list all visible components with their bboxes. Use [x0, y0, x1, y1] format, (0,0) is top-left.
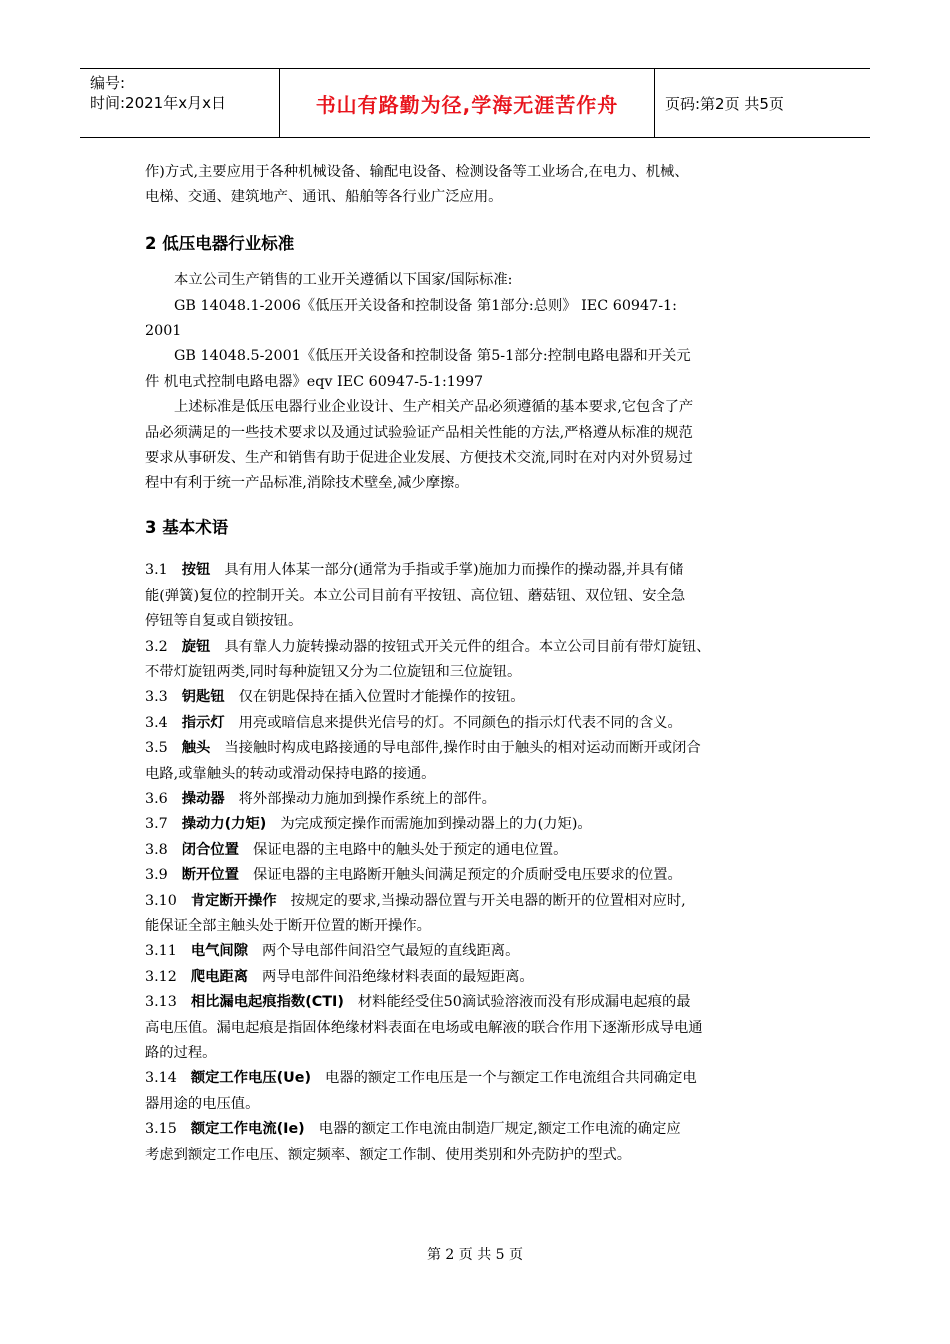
term-line: 路的过程。	[145, 1045, 217, 1061]
term-title: 指示灯	[181, 714, 225, 731]
intro-line: 作)方式,主要应用于各种机械设备、输配电设备、检测设备等工业场合,在电力、机械、	[145, 164, 689, 180]
term-definition: 按规定的要求,当操动器位置与开关电器的断开的位置相对应时,	[290, 892, 686, 909]
term-line: 器用途的电压值。	[145, 1095, 260, 1112]
term-title: 爬电距离	[190, 968, 249, 985]
term-line: 停钮等自复或自锁按钮。	[145, 613, 303, 630]
term-title: 额定工作电流(Ie)	[190, 1121, 305, 1138]
term-title: 闭合位置	[181, 841, 239, 858]
term-line	[145, 787, 805, 812]
term-item	[145, 838, 805, 863]
term-line: 能(弹簧)复位的控制开关。本立公司目前有平按钮、高位钮、蘑菇钮、双位钮、安全急	[145, 587, 686, 604]
term-title: 相比漏电起痕指数(CTI)	[190, 994, 344, 1011]
term-title: 钥匙钮	[181, 689, 225, 706]
time-label: 时间:2021年x月x日	[90, 94, 226, 112]
term-line	[145, 863, 805, 888]
term-line	[145, 558, 805, 583]
term-definition: 保证电器的主电路断开触头间满足预定的介质耐受电压要求的位置。	[252, 867, 682, 884]
term-definition: 具有用人体某一部分(通常为手指或手掌)施加力而操作的操动器,并具有储	[224, 562, 684, 579]
term-title: 按钮	[181, 562, 211, 579]
term-item	[145, 558, 805, 634]
term-number: 3.11	[145, 943, 177, 960]
term-number: 3.6	[145, 790, 168, 807]
term-item	[145, 812, 805, 837]
section-heading: 2 低压电器行业标准	[145, 233, 295, 253]
term-line: 电路,或靠触头的转动或滑动保持电路的接通。	[145, 765, 436, 782]
term-line	[145, 838, 805, 863]
header-page-info: 页码:第2页 共5页	[665, 94, 784, 113]
term-line	[145, 990, 805, 1015]
paragraph: 2001	[145, 323, 182, 340]
paragraph: 上述标准是低压电器行业企业设计、生产相关产品必须遵循的基本要求,它包含了产	[174, 399, 694, 416]
term-definition: 保证电器的主电路中的触头处于预定的通电位置。	[252, 841, 568, 858]
term-definition: 用亮或暗信息来提供光信号的灯。不同颜色的指示灯代表不同的含义。	[238, 714, 682, 731]
term-number: 3.15	[145, 1121, 177, 1138]
term-number: 3.4	[145, 714, 168, 731]
term-number: 3.12	[145, 968, 177, 985]
term-item	[145, 1117, 805, 1168]
paragraph: GB 14048.1-2006《低压开关设备和控制设备 第1部分:总则》 IEC 60947-1:	[174, 297, 677, 314]
term-definition: 两导电部件间沿绝缘材料表面的最短距离。	[262, 968, 534, 985]
term-line: 考虑到额定工作电压、额定频率、额定工作制、使用类别和外壳防护的型式。	[145, 1146, 632, 1163]
term-line: 能保证全部主触头处于断开位置的断开操作。	[145, 917, 431, 934]
term-number: 3.8	[145, 841, 168, 858]
term-line	[145, 635, 805, 660]
term-line	[145, 685, 805, 710]
term-line	[145, 812, 805, 837]
document-body	[145, 160, 805, 1168]
term-title: 额定工作电压(Ue)	[190, 1070, 311, 1087]
term-item	[145, 736, 805, 787]
term-number: 3.2	[145, 638, 168, 655]
terms-list	[145, 558, 805, 1168]
term-number: 3.9	[145, 867, 168, 884]
term-line	[145, 965, 805, 990]
paragraph: GB 14048.5-2001《低压开关设备和控制设备 第5-1部分:控制电路电器和开关元	[174, 348, 691, 365]
term-item	[145, 635, 805, 686]
paragraph: 本立公司生产销售的工业开关遵循以下国家/国际标准:	[174, 272, 513, 289]
term-number: 3.7	[145, 816, 168, 833]
header-motto: 书山有路勤为径,学海无涯苦作舟	[280, 69, 655, 137]
term-number: 3.1	[145, 562, 168, 579]
term-definition: 电器的额定工作电流由制造厂规定,额定工作电流的确定应	[318, 1121, 681, 1138]
term-title: 旋钮	[181, 638, 211, 655]
term-definition: 当接触时构成电路接通的导电部件,操作时由于触头的相对运动而断开或闭合	[224, 740, 701, 757]
term-item	[145, 787, 805, 812]
term-number: 3.5	[145, 740, 168, 757]
term-line	[145, 1066, 805, 1091]
term-definition: 电器的额定工作电压是一个与额定工作电流组合共同确定电	[325, 1070, 697, 1087]
paragraph: 件 机电式控制电路电器》eqv IEC 60947-5-1:1997	[145, 373, 484, 390]
page-footer: 第 2 页 共 5 页	[426, 1247, 524, 1263]
term-item	[145, 711, 805, 736]
section-heading: 3 基本术语	[145, 517, 229, 537]
term-number: 3.13	[145, 994, 177, 1011]
term-line	[145, 736, 805, 761]
term-item	[145, 939, 805, 964]
term-definition: 仅在钥匙保持在插入位置时才能操作的按钮。	[238, 689, 525, 706]
term-number: 3.10	[145, 892, 177, 909]
term-item	[145, 863, 805, 888]
term-definition: 为完成预定操作而需施加到操动器上的力(力矩)。	[280, 816, 592, 833]
term-definition: 材料能经受住50滴试验溶液而没有形成漏电起痕的最	[357, 994, 691, 1011]
term-title: 操动力(力矩)	[181, 816, 267, 833]
term-line	[145, 939, 805, 964]
term-title: 断开位置	[181, 867, 239, 884]
term-title: 操动器	[181, 790, 225, 807]
term-line: 不带灯旋钮两类,同时每种旋钮又分为二位旋钮和三位旋钮。	[145, 663, 522, 680]
code-label: 编号:	[90, 74, 126, 92]
term-item	[145, 990, 805, 1066]
paragraph: 要求从事研发、生产和销售有助于促进企业发展、方便技术交流,同时在对内对外贸易过	[145, 450, 693, 467]
term-line	[145, 889, 805, 914]
intro-line: 电梯、交通、建筑地产、通讯、船舶等各行业广泛应用。	[145, 189, 503, 206]
term-number: 3.3	[145, 689, 168, 706]
term-line: 高电压值。漏电起痕是指固体绝缘材料表面在电场或电解液的联合作用下逐渐形成导电通	[145, 1019, 703, 1036]
paragraph: 程中有利于统一产品标准,消除技术壁垒,减少摩擦。	[145, 475, 469, 492]
term-number: 3.14	[145, 1070, 177, 1087]
header-meta	[80, 69, 280, 137]
term-item	[145, 1066, 805, 1117]
term-definition: 将外部操动力施加到操作系统上的部件。	[238, 790, 496, 807]
term-item	[145, 889, 805, 940]
term-line	[145, 1117, 805, 1142]
term-title: 电气间隙	[190, 943, 249, 960]
term-item	[145, 965, 805, 990]
term-line	[145, 711, 805, 736]
term-definition: 具有靠人力旋转操动器的按钮式开关元件的组合。本立公司目前有带灯旋钮、	[224, 638, 711, 655]
term-title: 触头	[181, 740, 211, 757]
term-item	[145, 685, 805, 710]
term-definition: 两个导电部件间沿空气最短的直线距离。	[262, 943, 520, 960]
term-title: 肯定断开操作	[190, 892, 277, 909]
page-header	[80, 68, 870, 138]
paragraph: 品必须满足的一些技术要求以及通过试验验证产品相关性能的方法,严格遵从标准的规范	[145, 424, 693, 441]
